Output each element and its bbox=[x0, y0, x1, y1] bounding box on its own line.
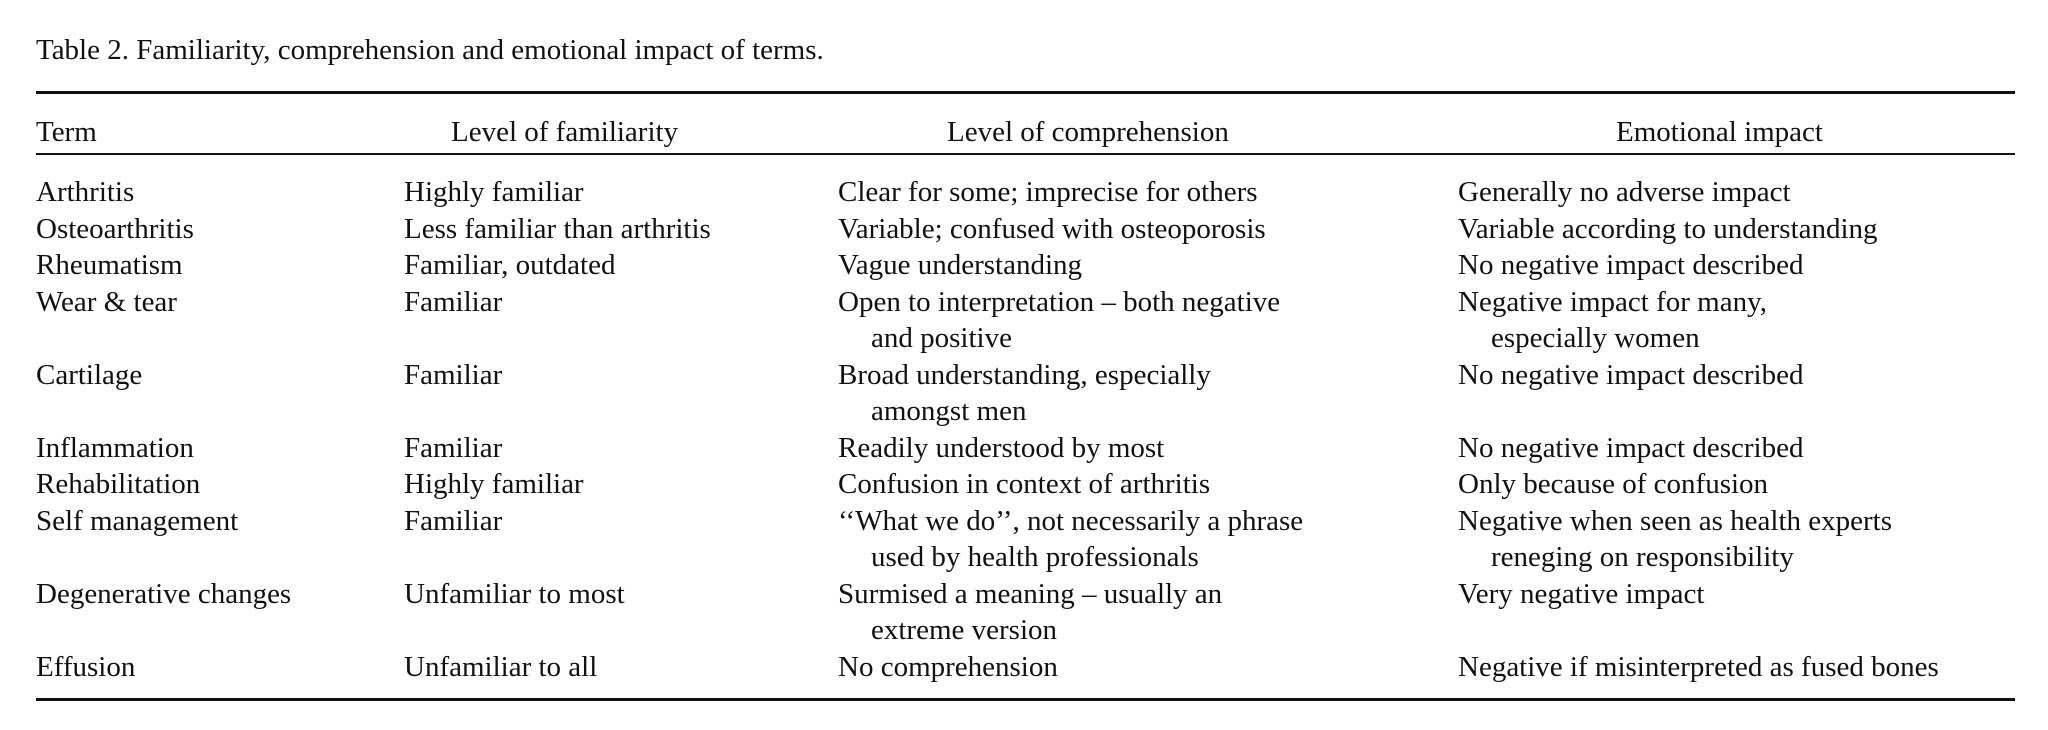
cell-term: Inflammation bbox=[36, 431, 194, 464]
cell-impact bbox=[1458, 211, 1878, 248]
cell-impact bbox=[1458, 357, 1803, 394]
cell-impact bbox=[1458, 503, 1892, 576]
cell-comprehension bbox=[838, 211, 1266, 248]
cell-continuation-line: especially women bbox=[1491, 322, 1700, 354]
cell-comprehension bbox=[838, 247, 1082, 284]
cell-impact bbox=[1458, 466, 1768, 503]
cell-familiarity: Highly familiar bbox=[404, 468, 584, 500]
cell-familiarity: Unfamiliar to most bbox=[404, 577, 625, 610]
cell-familiarity: Familiar, outdated bbox=[404, 249, 616, 281]
cell-line: Very negative impact bbox=[1458, 577, 1705, 610]
cell-term: Degenerative changes bbox=[36, 577, 292, 610]
cell-familiarity: Familiar bbox=[404, 504, 503, 537]
cell-line: Clear for some; imprecise for others bbox=[838, 176, 1258, 208]
top-rule bbox=[36, 91, 2015, 94]
cell-term: Rehabilitation bbox=[36, 468, 201, 500]
cell-comprehension bbox=[838, 174, 1258, 211]
cell-line: Variable according to understanding bbox=[1458, 212, 1878, 245]
header-familiarity: Level of familiarity bbox=[451, 116, 679, 148]
cell-familiarity: Unfamiliar to all bbox=[404, 650, 598, 683]
cell-familiarity: Familiar bbox=[404, 285, 503, 318]
cell-line: Generally no adverse impact bbox=[1458, 176, 1791, 208]
cell-comprehension bbox=[838, 576, 1222, 649]
cell-line: No negative impact described bbox=[1458, 358, 1804, 391]
cell-familiarity: Familiar bbox=[404, 431, 503, 464]
cell-impact bbox=[1458, 430, 1803, 467]
cell-line: Negative when seen as health experts bbox=[1458, 504, 1893, 537]
cell-impact bbox=[1458, 247, 1803, 284]
cell-term: Wear & tear bbox=[36, 285, 177, 318]
cell-continuation-line: used by health professionals bbox=[871, 541, 1199, 573]
cell-line: Readily understood by most bbox=[838, 431, 1165, 464]
cell-comprehension bbox=[838, 430, 1164, 467]
header-rule bbox=[36, 153, 2015, 155]
cell-impact bbox=[1458, 576, 1704, 613]
header-term: Term bbox=[36, 116, 97, 148]
cell-continuation-line: and positive bbox=[871, 322, 1012, 354]
cell-term: Osteoarthritis bbox=[36, 212, 194, 245]
header-comprehension: Level of comprehension bbox=[947, 116, 1229, 148]
table-caption: Table 2. Familiarity, comprehension and emotional impact of terms. bbox=[36, 34, 824, 66]
cell-term: Rheumatism bbox=[36, 249, 183, 281]
cell-line: Vague understanding bbox=[838, 249, 1083, 281]
cell-comprehension bbox=[838, 357, 1211, 430]
cell-line: Variable; confused with osteoporosis bbox=[838, 212, 1266, 245]
cell-comprehension bbox=[838, 503, 1303, 576]
cell-continuation-line: extreme version bbox=[871, 614, 1058, 646]
cell-term: Effusion bbox=[36, 650, 136, 683]
cell-continuation-line: reneging on responsibility bbox=[1491, 541, 1794, 573]
cell-line: No negative impact described bbox=[1458, 249, 1804, 281]
cell-term: Arthritis bbox=[36, 176, 135, 208]
cell-line: Negative impact for many, bbox=[1458, 285, 1767, 318]
cell-line: Only because of confusion bbox=[1458, 468, 1769, 500]
cell-impact bbox=[1458, 649, 1939, 686]
cell-line: Negative if misinterpreted as fused bones bbox=[1458, 650, 1939, 683]
cell-line: ‘‘What we do’’, not necessarily a phrase bbox=[838, 504, 1304, 537]
cell-comprehension bbox=[838, 649, 1058, 686]
cell-comprehension bbox=[838, 284, 1280, 357]
cell-familiarity: Highly familiar bbox=[404, 176, 584, 208]
cell-familiarity: Less familiar than arthritis bbox=[404, 212, 711, 245]
cell-impact bbox=[1458, 174, 1791, 211]
cell-line: No comprehension bbox=[838, 650, 1058, 683]
cell-line: Confusion in context of arthritis bbox=[838, 468, 1211, 500]
cell-impact bbox=[1458, 284, 1767, 357]
cell-line: Broad understanding, especially bbox=[838, 358, 1211, 391]
cell-line: Open to interpretation – both negative bbox=[838, 285, 1281, 318]
cell-line: Surmised a meaning – usually an bbox=[838, 577, 1223, 610]
cell-line: No negative impact described bbox=[1458, 431, 1804, 464]
bottom-rule bbox=[36, 698, 2015, 701]
cell-continuation-line: amongst men bbox=[871, 395, 1027, 427]
cell-familiarity: Familiar bbox=[404, 358, 503, 391]
header-emotional-impact: Emotional impact bbox=[1616, 116, 1823, 148]
cell-comprehension bbox=[838, 466, 1210, 503]
cell-term: Self management bbox=[36, 504, 239, 537]
cell-term: Cartilage bbox=[36, 358, 143, 391]
